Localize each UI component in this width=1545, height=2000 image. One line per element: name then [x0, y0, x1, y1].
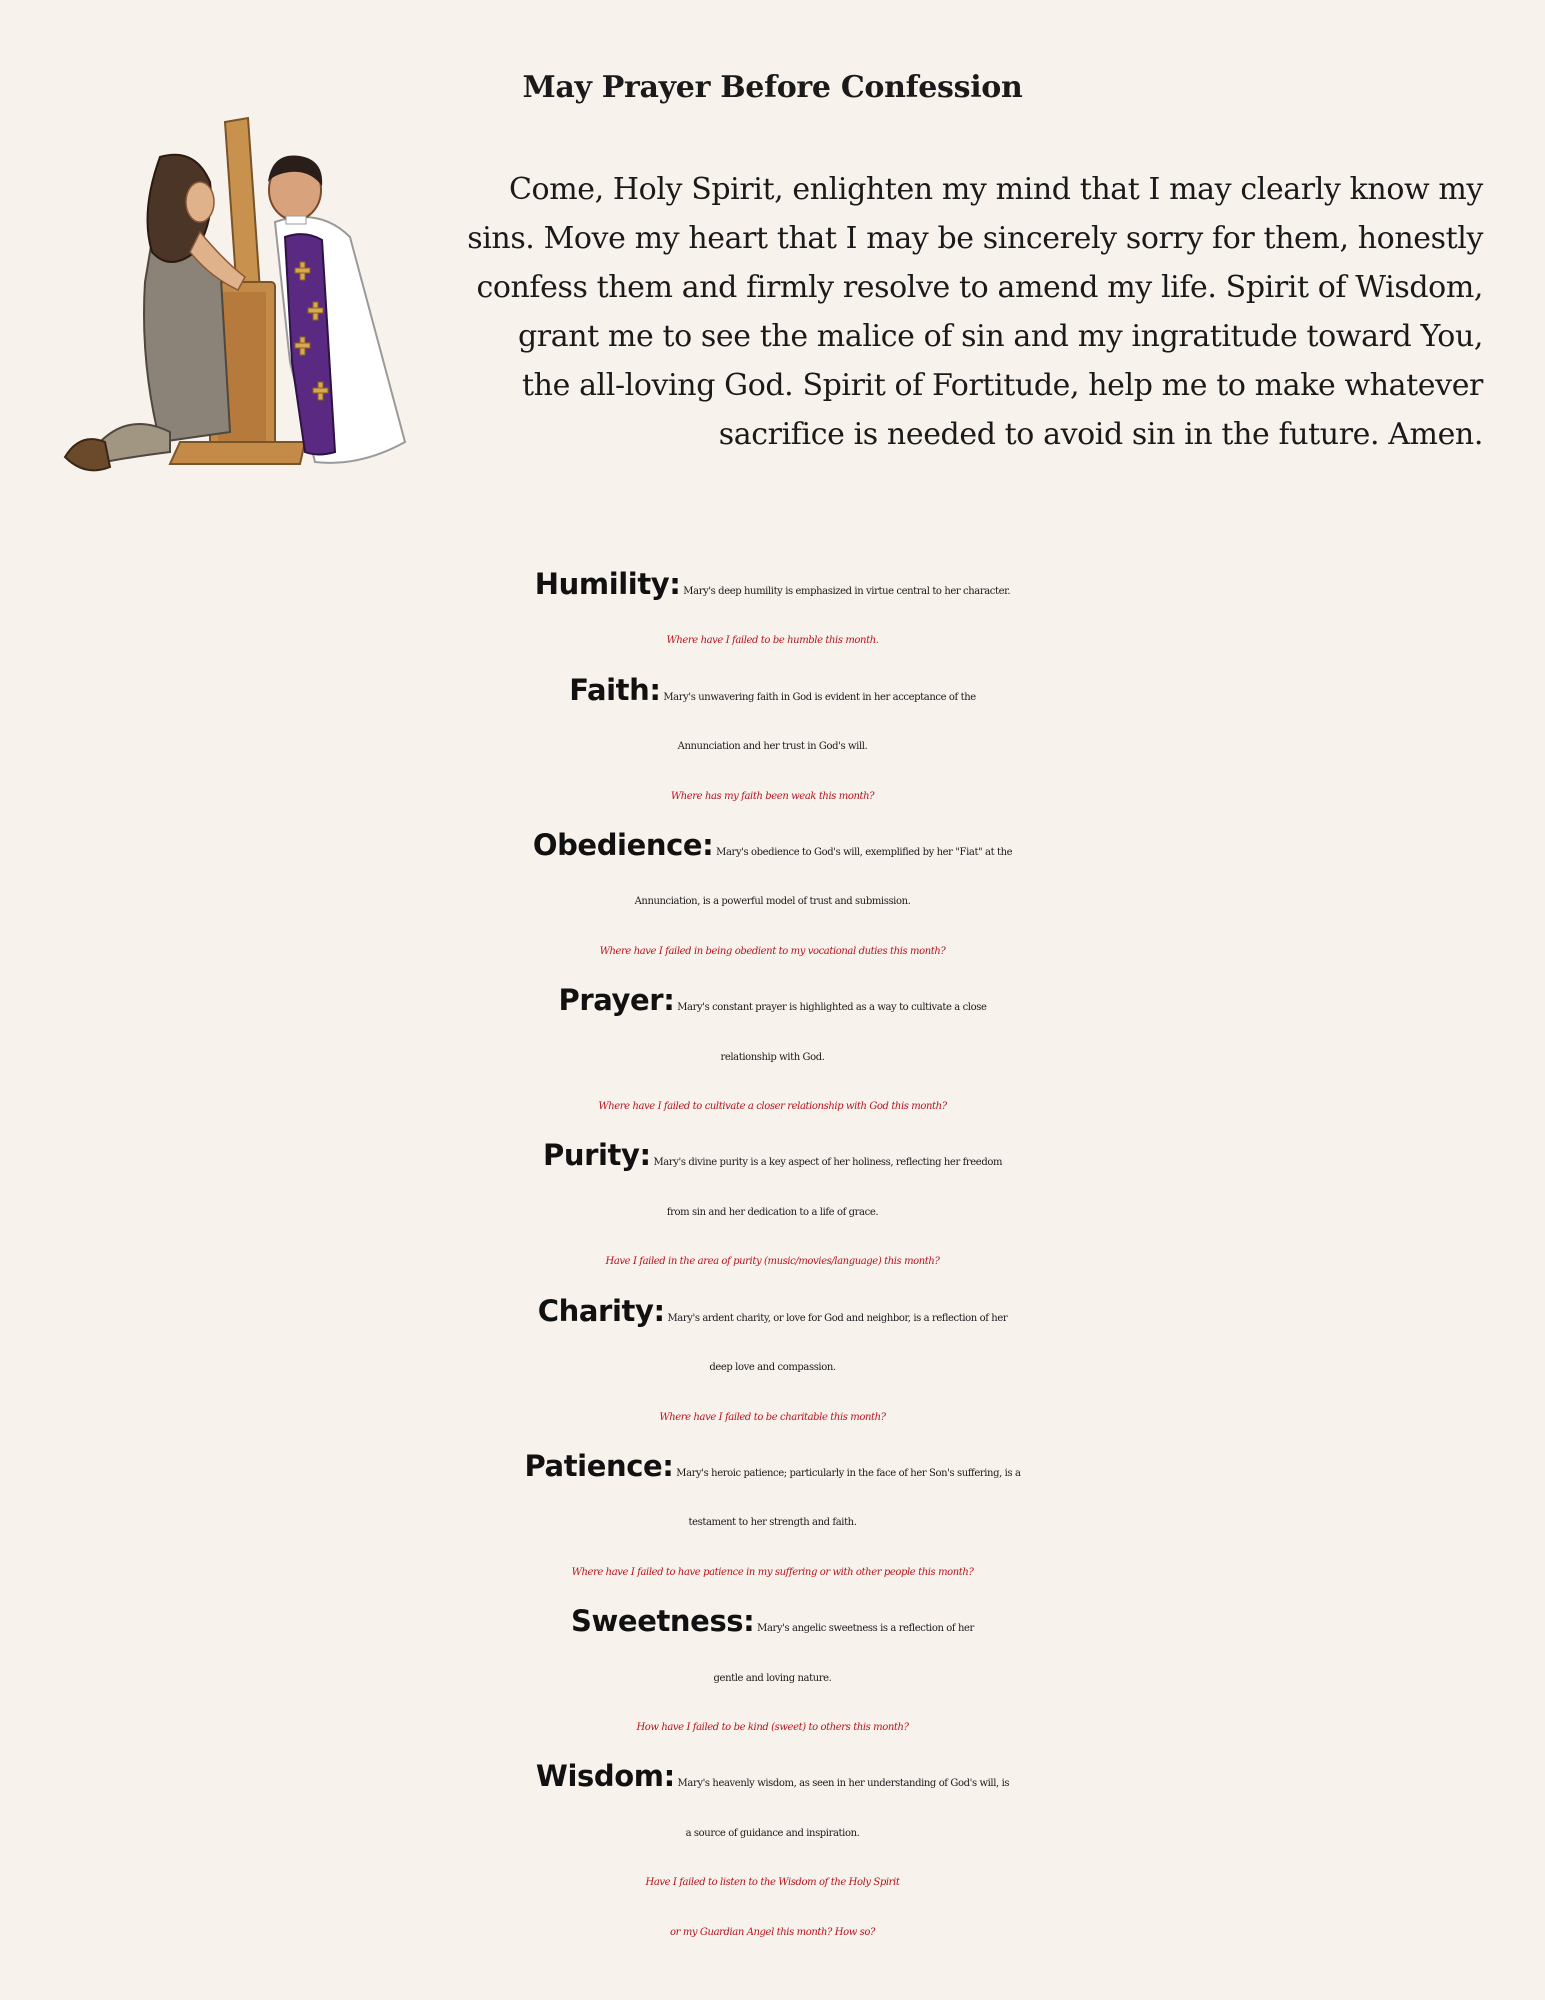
virtue-description: deep love and compassion.	[709, 1362, 836, 1374]
virtue-description-line	[0, 560, 1545, 616]
virtue-description: testament to her strength and faith.	[688, 1517, 857, 1529]
virtue-description: Mary's deep humility is emphasized in virtue central to her character.	[683, 586, 1011, 597]
examination-question: or my Guardian Angel this month? How so?	[670, 1926, 875, 1938]
virtue-name: Charity:	[537, 1293, 665, 1328]
examination-question: Where have I failed to have patience in my suffering or with other people this month?	[571, 1566, 974, 1578]
virtue-description: a source of guidance and inspiration.	[685, 1827, 860, 1839]
virtue-name: Patience:	[524, 1448, 674, 1483]
virtue-description-line	[0, 1442, 1545, 1498]
virtue-description-line	[0, 666, 1545, 722]
virtue-description: Mary's heavenly wisdom, as seen in her understanding of God's will, is	[677, 1778, 1010, 1790]
examination-question: Where have I failed in being obedient to my vocational duties this month?	[599, 945, 946, 957]
examination-question: Where have I failed to be charitable this month?	[659, 1411, 886, 1423]
virtue-name: Faith:	[569, 672, 661, 707]
virtue-description: Mary's obedience to God's will, exemplified by her "Fiat" at the	[716, 847, 1013, 859]
virtue-description: Mary's divine purity is a key aspect of her holiness, reflecting her freedom	[653, 1157, 1003, 1169]
virtue-description: Annunciation and her trust in God's will.	[677, 741, 868, 753]
page-title: May Prayer Before Confession	[522, 70, 1023, 105]
virtue-list	[0, 560, 1545, 1957]
prayer-line: grant me to see the malice of sin and my ingratitude toward You,	[517, 319, 1483, 354]
examination-question: Where have I failed to be humble this month.	[666, 635, 879, 647]
examination-question: How have I failed to be kind (sweet) to others this month?	[636, 1721, 909, 1733]
virtue-description-line	[0, 821, 1545, 877]
virtue-description: Mary's angelic sweetness is a reflection of her	[757, 1623, 974, 1635]
virtue-description: Mary's ardent charity, or love for God and neighbor, is a reflection of her	[667, 1312, 1008, 1324]
examination-question: Where has my faith been weak this month?	[670, 790, 875, 802]
prayer-text	[363, 165, 1483, 459]
virtue-description-line	[0, 1131, 1545, 1187]
prayer-line: the all-loving God. Spirit of Fortitude, help me to make whatever	[522, 368, 1483, 403]
virtue-description: Mary's heroic patience; particularly in the face of her Son's suffering, is a	[676, 1467, 1021, 1479]
virtue-description: from sin and her dedication to a life of grace.	[666, 1206, 879, 1218]
prayer-line: sins. Move my heart that I may be sincerely sorry for them, honestly	[467, 221, 1483, 256]
virtue-name: Wisdom:	[535, 1759, 675, 1794]
examination-question: Have I failed to listen to the Wisdom of the Holy Spirit	[645, 1877, 900, 1889]
virtue-name: Prayer:	[558, 983, 675, 1018]
virtue-description-line	[0, 1287, 1545, 1343]
virtue-name: Obedience:	[532, 828, 714, 863]
examination-question: Where have I failed to cultivate a closer relationship with God this month?	[598, 1101, 947, 1113]
virtue-description: Mary's unwavering faith in God is evident in her acceptance of the	[663, 691, 976, 703]
examination-question: Have I failed in the area of purity (music/movies/language) this month?	[605, 1256, 940, 1268]
prayer-line: sacrifice is needed to avoid sin in the future. Amen.	[718, 417, 1483, 452]
virtue-name: Sweetness:	[571, 1604, 755, 1639]
prayer-line: Come, Holy Spirit, enlighten my mind that I may clearly know my	[509, 172, 1483, 207]
virtue-description: Mary's constant prayer is highlighted as a way to cultivate a close	[677, 1002, 987, 1014]
virtue-description: relationship with God.	[720, 1051, 825, 1063]
virtue-name: Humility:	[534, 567, 681, 601]
prayer-line: confess them and firmly resolve to amend my life. Spirit of Wisdom,	[476, 270, 1483, 305]
virtue-description-line	[0, 976, 1545, 1032]
virtue-description-line	[0, 1597, 1545, 1653]
virtue-description: gentle and loving nature.	[713, 1672, 832, 1684]
virtue-description: Annunciation, is a powerful model of trust and submission.	[634, 896, 911, 908]
virtue-name: Purity:	[542, 1138, 651, 1173]
virtue-description-line	[0, 1752, 1545, 1808]
